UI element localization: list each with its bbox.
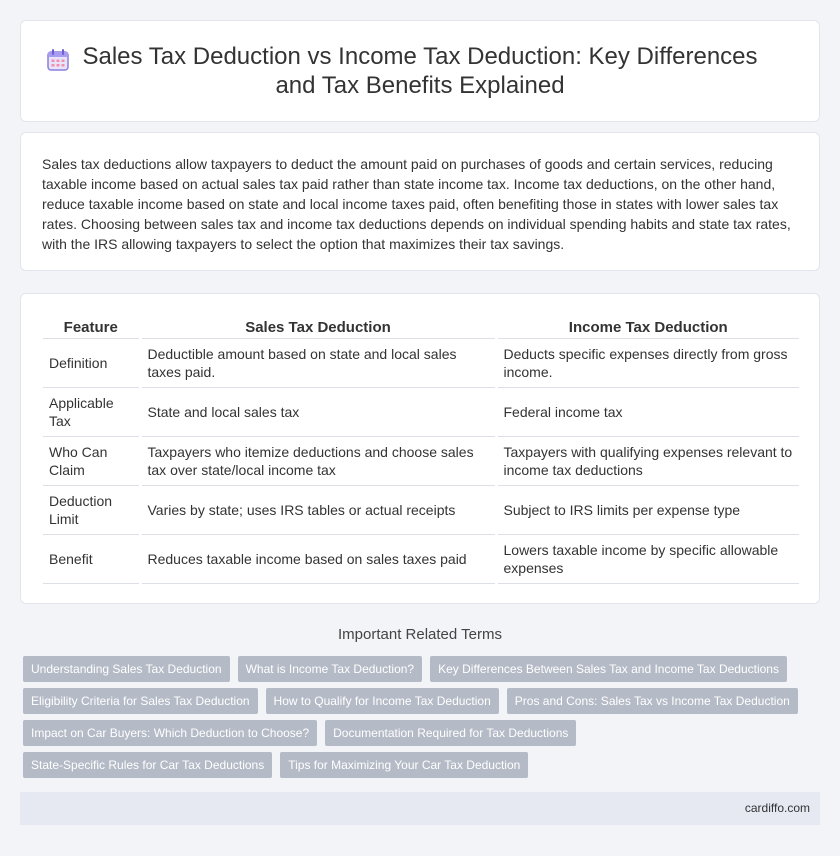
- row-sales-value: Varies by state; uses IRS tables or actual receipts: [140, 485, 496, 534]
- related-term-link[interactable]: Tips for Maximizing Your Car Tax Deduction: [280, 752, 528, 778]
- related-term-link[interactable]: Impact on Car Buyers: Which Deduction to Choose?: [23, 720, 317, 746]
- intro-paragraph: Sales tax deductions allow taxpayers to deduct the amount paid on purchases of goods and certain services, reducing taxable income based on actual sales tax paid rather than state income tax. Income tax deductions, on the other hand, reduce taxable income based on state and local income taxes paid, often benefiting those in states with lower sales tax rates. Choosing between sales tax and income tax deductions depends on individual spending habits and state tax rates, with the IRS allowing taxpayers to select the option that maximizes their tax savings.: [42, 156, 791, 252]
- table-row: [43, 485, 799, 534]
- intro-card: [20, 132, 820, 271]
- row-sales-value: Taxpayers who itemize deductions and choose sales tax over state/local income tax: [140, 436, 496, 485]
- footer: [20, 792, 820, 825]
- related-term-link[interactable]: Key Differences Between Sales Tax and Income Tax Deductions: [430, 656, 787, 682]
- row-sales-value: State and local sales tax: [140, 387, 496, 436]
- related-term-link[interactable]: Understanding Sales Tax Deduction: [23, 656, 230, 682]
- tag-row: [23, 656, 803, 682]
- row-sales-value: Deductible amount based on state and local sales taxes paid.: [140, 338, 496, 387]
- row-income-value: Deducts specific expenses directly from gross income.: [496, 338, 799, 387]
- table-row: [43, 436, 799, 485]
- row-feature: Benefit: [43, 534, 140, 583]
- related-term-link[interactable]: Documentation Required for Tax Deductions: [325, 720, 576, 746]
- row-income-value: Federal income tax: [496, 387, 799, 436]
- row-sales-value: Reduces taxable income based on sales taxes paid: [140, 534, 496, 583]
- related-term-link[interactable]: State-Specific Rules for Car Tax Deductions: [23, 752, 272, 778]
- table-row: [43, 387, 799, 436]
- tag-row: [23, 688, 803, 714]
- row-income-value: Lowers taxable income by specific allowable expenses: [496, 534, 799, 583]
- comparison-table: [43, 314, 799, 584]
- table-header-row: [43, 314, 799, 338]
- related-term-link[interactable]: Eligibility Criteria for Sales Tax Deduction: [23, 688, 258, 714]
- header-income-tax: Income Tax Deduction: [496, 314, 799, 338]
- related-terms-title: Important Related Terms: [338, 626, 502, 643]
- comparison-table-card: [20, 293, 820, 604]
- footer-site-link[interactable]: cardiffo.com: [744, 801, 810, 815]
- row-income-value: Taxpayers with qualifying expenses relevant to income tax deductions: [496, 436, 799, 485]
- related-terms-list: [23, 656, 803, 784]
- related-term-link[interactable]: Pros and Cons: Sales Tax vs Income Tax Deduction: [507, 688, 798, 714]
- table-row: [43, 534, 799, 583]
- row-income-value: Subject to IRS limits per expense type: [496, 485, 799, 534]
- header-sales-tax: Sales Tax Deduction: [140, 314, 496, 338]
- row-feature: Definition: [43, 338, 140, 387]
- title-card: [20, 20, 820, 122]
- tag-row: [23, 752, 803, 778]
- table-row: [43, 338, 799, 387]
- header-feature: Feature: [43, 314, 140, 338]
- row-feature: Who Can Claim: [43, 436, 140, 485]
- tag-row: [23, 720, 803, 746]
- page-title: Sales Tax Deduction vs Income Tax Deduction: Key Differences and Tax Benefits Explained: [82, 43, 758, 99]
- related-term-link[interactable]: What is Income Tax Deduction?: [238, 656, 423, 682]
- related-term-link[interactable]: How to Qualify for Income Tax Deduction: [266, 688, 499, 714]
- row-feature: Applicable Tax: [43, 387, 140, 436]
- row-feature: Deduction Limit: [43, 485, 140, 534]
